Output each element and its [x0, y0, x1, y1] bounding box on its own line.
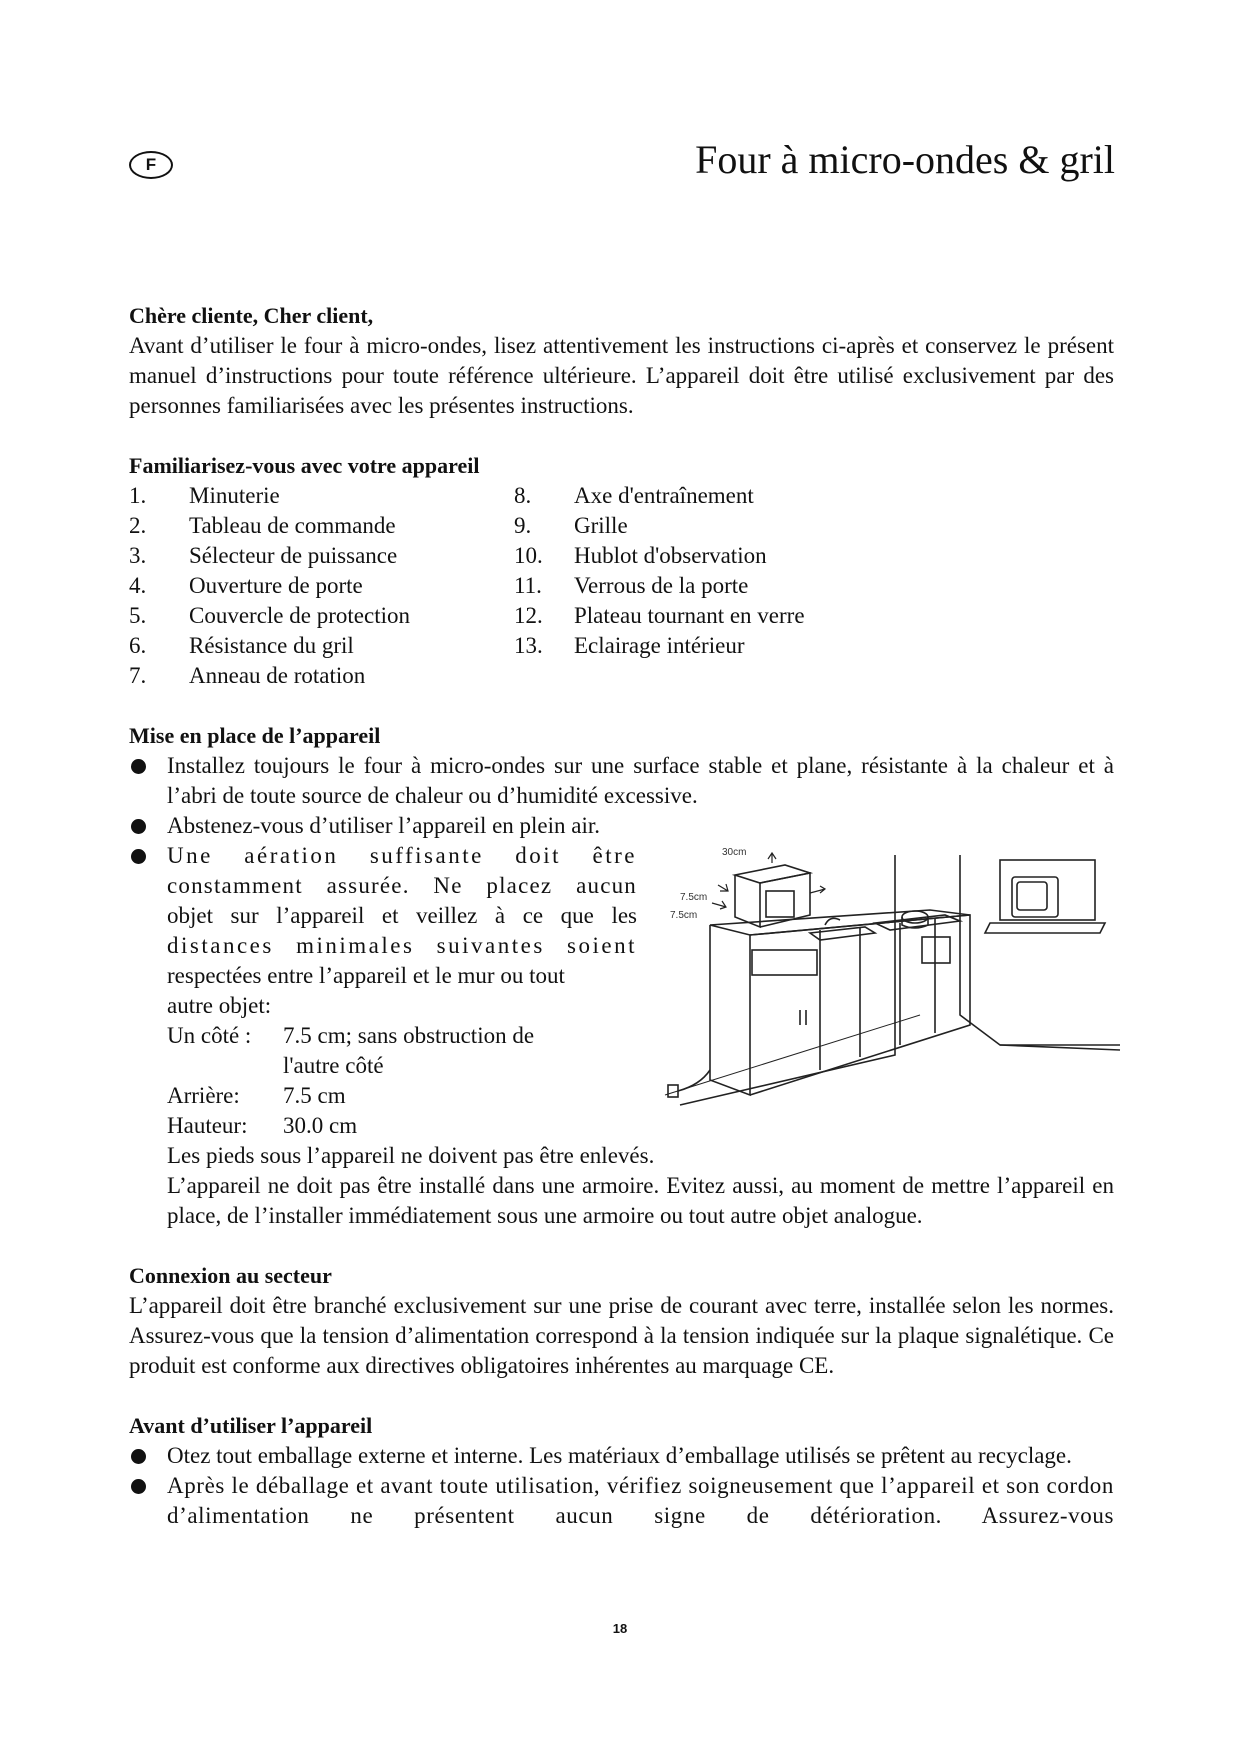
aeration-text: [167, 841, 637, 1141]
item-number: 11.: [514, 573, 542, 598]
distance-value: l'autre côté: [283, 1053, 384, 1078]
item-label: Plateau tournant en verre: [574, 603, 805, 628]
distance-label: [167, 1051, 283, 1081]
parts-heading: Familiarisez-vous avec votre appareil: [129, 453, 480, 478]
item-number: 9.: [514, 513, 532, 538]
language-badge: F: [129, 151, 173, 179]
arrow-top: [768, 853, 776, 863]
item-label: Sélecteur de puissance: [189, 543, 398, 568]
distance-value: 7.5 cm: [283, 1083, 346, 1108]
parts-section: [129, 451, 1114, 691]
label-7-5cm-back: 7.5cm: [680, 892, 708, 903]
list-item: [514, 601, 805, 631]
small-tv-screen: [1017, 882, 1047, 910]
connexion-section: [129, 1261, 1114, 1381]
list-item: [514, 631, 805, 661]
avant-bullets: [129, 1441, 1114, 1531]
wall-corner-line: [960, 855, 1120, 1045]
cabinet-side: [710, 925, 750, 1095]
greeting-heading: Chère cliente, Cher client,: [129, 303, 374, 328]
item-label: Eclairage intérieur: [574, 633, 745, 658]
drawer: [752, 950, 817, 975]
back-wall-line: [680, 855, 895, 1105]
connexion-heading: Connexion au secteur: [129, 1263, 332, 1288]
list-item: [129, 631, 514, 661]
page-number: 18: [612, 1621, 628, 1636]
item-label: Axe d'entraînement: [574, 483, 754, 508]
avant-section: [129, 1411, 1114, 1531]
distance-value: 7.5 cm; sans obstruction de: [283, 1023, 535, 1048]
page-title: Four à micro-ondes & gril: [695, 137, 1115, 182]
item-number: 8.: [514, 483, 532, 508]
list-item: [514, 571, 805, 601]
arrow-side-right: [810, 886, 825, 893]
window-sill: [985, 923, 1105, 933]
item-label: Anneau de rotation: [189, 663, 366, 688]
parts-list: [129, 481, 1114, 691]
small-tv: [1012, 877, 1058, 917]
bullet-item: Après le déballage et avant toute utilisation, vérifiez soigneusement que l’appareil et son cordon d’alimentation ne présentent aucun signe de détérioration. Assurez-vous: [129, 1471, 1114, 1531]
text-line: Une aération suffisante doit être: [167, 843, 637, 868]
power-cord: [678, 1070, 710, 1091]
label-7-5cm-side: 7.5cm: [670, 910, 698, 921]
parts-column-right: [514, 481, 805, 691]
avant-heading: Avant d’utiliser l’appareil: [129, 1413, 373, 1438]
baseboard-line: [665, 1015, 920, 1095]
bullet-item: Installez toujours le four à micro-ondes sur une surface stable et plane, résistante à la chaleur et à l’abri de toute source de chaleur ou d’humidité excessive.: [129, 751, 1114, 811]
bullet-item: Abstenez-vous d’utiliser l’appareil en plein air.: [129, 811, 1114, 841]
item-label: Couvercle de protection: [189, 603, 410, 628]
distance-value: 30.0 cm: [283, 1113, 358, 1138]
tap: [825, 918, 840, 925]
text-line: distances minimales suivantes soient: [167, 933, 637, 958]
text-line: autre objet:: [167, 993, 272, 1018]
list-item: [129, 601, 514, 631]
item-number: 13.: [514, 633, 543, 658]
item-number: 6.: [129, 633, 147, 658]
door-handles: [800, 1010, 806, 1025]
item-number: 5.: [129, 603, 147, 628]
list-item: [514, 481, 805, 511]
list-item: [129, 571, 514, 601]
item-number: 4.: [129, 573, 147, 598]
placement-heading: Mise en place de l’appareil: [129, 723, 381, 748]
list-item: [129, 481, 514, 511]
item-number: 7.: [129, 663, 147, 688]
distance-label: Hauteur:: [167, 1113, 248, 1138]
item-number: 2.: [129, 513, 147, 538]
greeting-text: Avant d’utiliser le four à micro-ondes, lisez attentivement les instructions ci-après et conservez le présent manuel d’instructions pour toute référence ultérieure. L’appareil doit être utilisé exclusivement par des personnes familiarisées avec les présentes instructions.: [129, 333, 1114, 418]
item-label: Minuterie: [189, 483, 280, 508]
list-item: [514, 511, 805, 541]
greeting-section: [129, 301, 1114, 421]
item-label: Grille: [574, 513, 628, 538]
item-label: Résistance du gril: [189, 633, 354, 658]
cabinet-note: L’appareil ne doit pas être installé dans une armoire. Evitez aussi, au moment de mettre l’appareil en place, de l’installer immédiatement sous une armoire ou tout autre objet analogue.: [167, 1173, 1114, 1228]
microwave-side: [735, 875, 760, 927]
distance-label: Un côté :: [167, 1023, 252, 1048]
parts-column-left: [129, 481, 514, 691]
item-label: Hublot d'observation: [574, 543, 767, 568]
cabinet-doors: [820, 918, 935, 1070]
bullet-item: Otez tout emballage externe et interne. Les matériaux d’emballage utilisés se prêtent au recyclage.: [129, 1441, 1114, 1471]
text-line: objet sur l’appareil et veillez à ce que les: [167, 903, 637, 928]
item-number: 1.: [129, 483, 147, 508]
label-30cm: 30cm: [722, 847, 747, 858]
microwave-window: [766, 891, 794, 917]
list-item: [129, 661, 514, 691]
list-item: [129, 511, 514, 541]
arrow-back: [718, 884, 728, 891]
item-label: Ouverture de porte: [189, 573, 363, 598]
distance-label: Arrière:: [167, 1083, 240, 1108]
text-line: respectées entre l’appareil et le mur ou tout: [167, 963, 565, 988]
distances-table: [167, 1021, 637, 1141]
connexion-text: L’appareil doit être branché exclusivement sur une prise de courant avec terre, installée selon les normes. Assurez-vous que la tension d’alimentation correspond à la tension indiquée sur la plaque signalétique. Ce produit est conforme aux directives obligatoires inhérentes au marquage CE.: [129, 1293, 1114, 1378]
text-line: constamment assurée. Ne placez aucun: [167, 873, 637, 898]
feet-note: Les pieds sous l’appareil ne doivent pas être enlevés.: [167, 1143, 655, 1168]
kitchen-installation-illustration: [660, 847, 1120, 1115]
item-number: 10.: [514, 543, 543, 568]
item-label: Verrous de la porte: [574, 573, 749, 598]
arrow-side: [712, 901, 726, 909]
item-label: Tableau de commande: [189, 513, 396, 538]
oven-window: [922, 937, 950, 963]
list-item: [129, 541, 514, 571]
list-item: [514, 541, 805, 571]
item-number: 3.: [129, 543, 147, 568]
item-number: 12.: [514, 603, 543, 628]
